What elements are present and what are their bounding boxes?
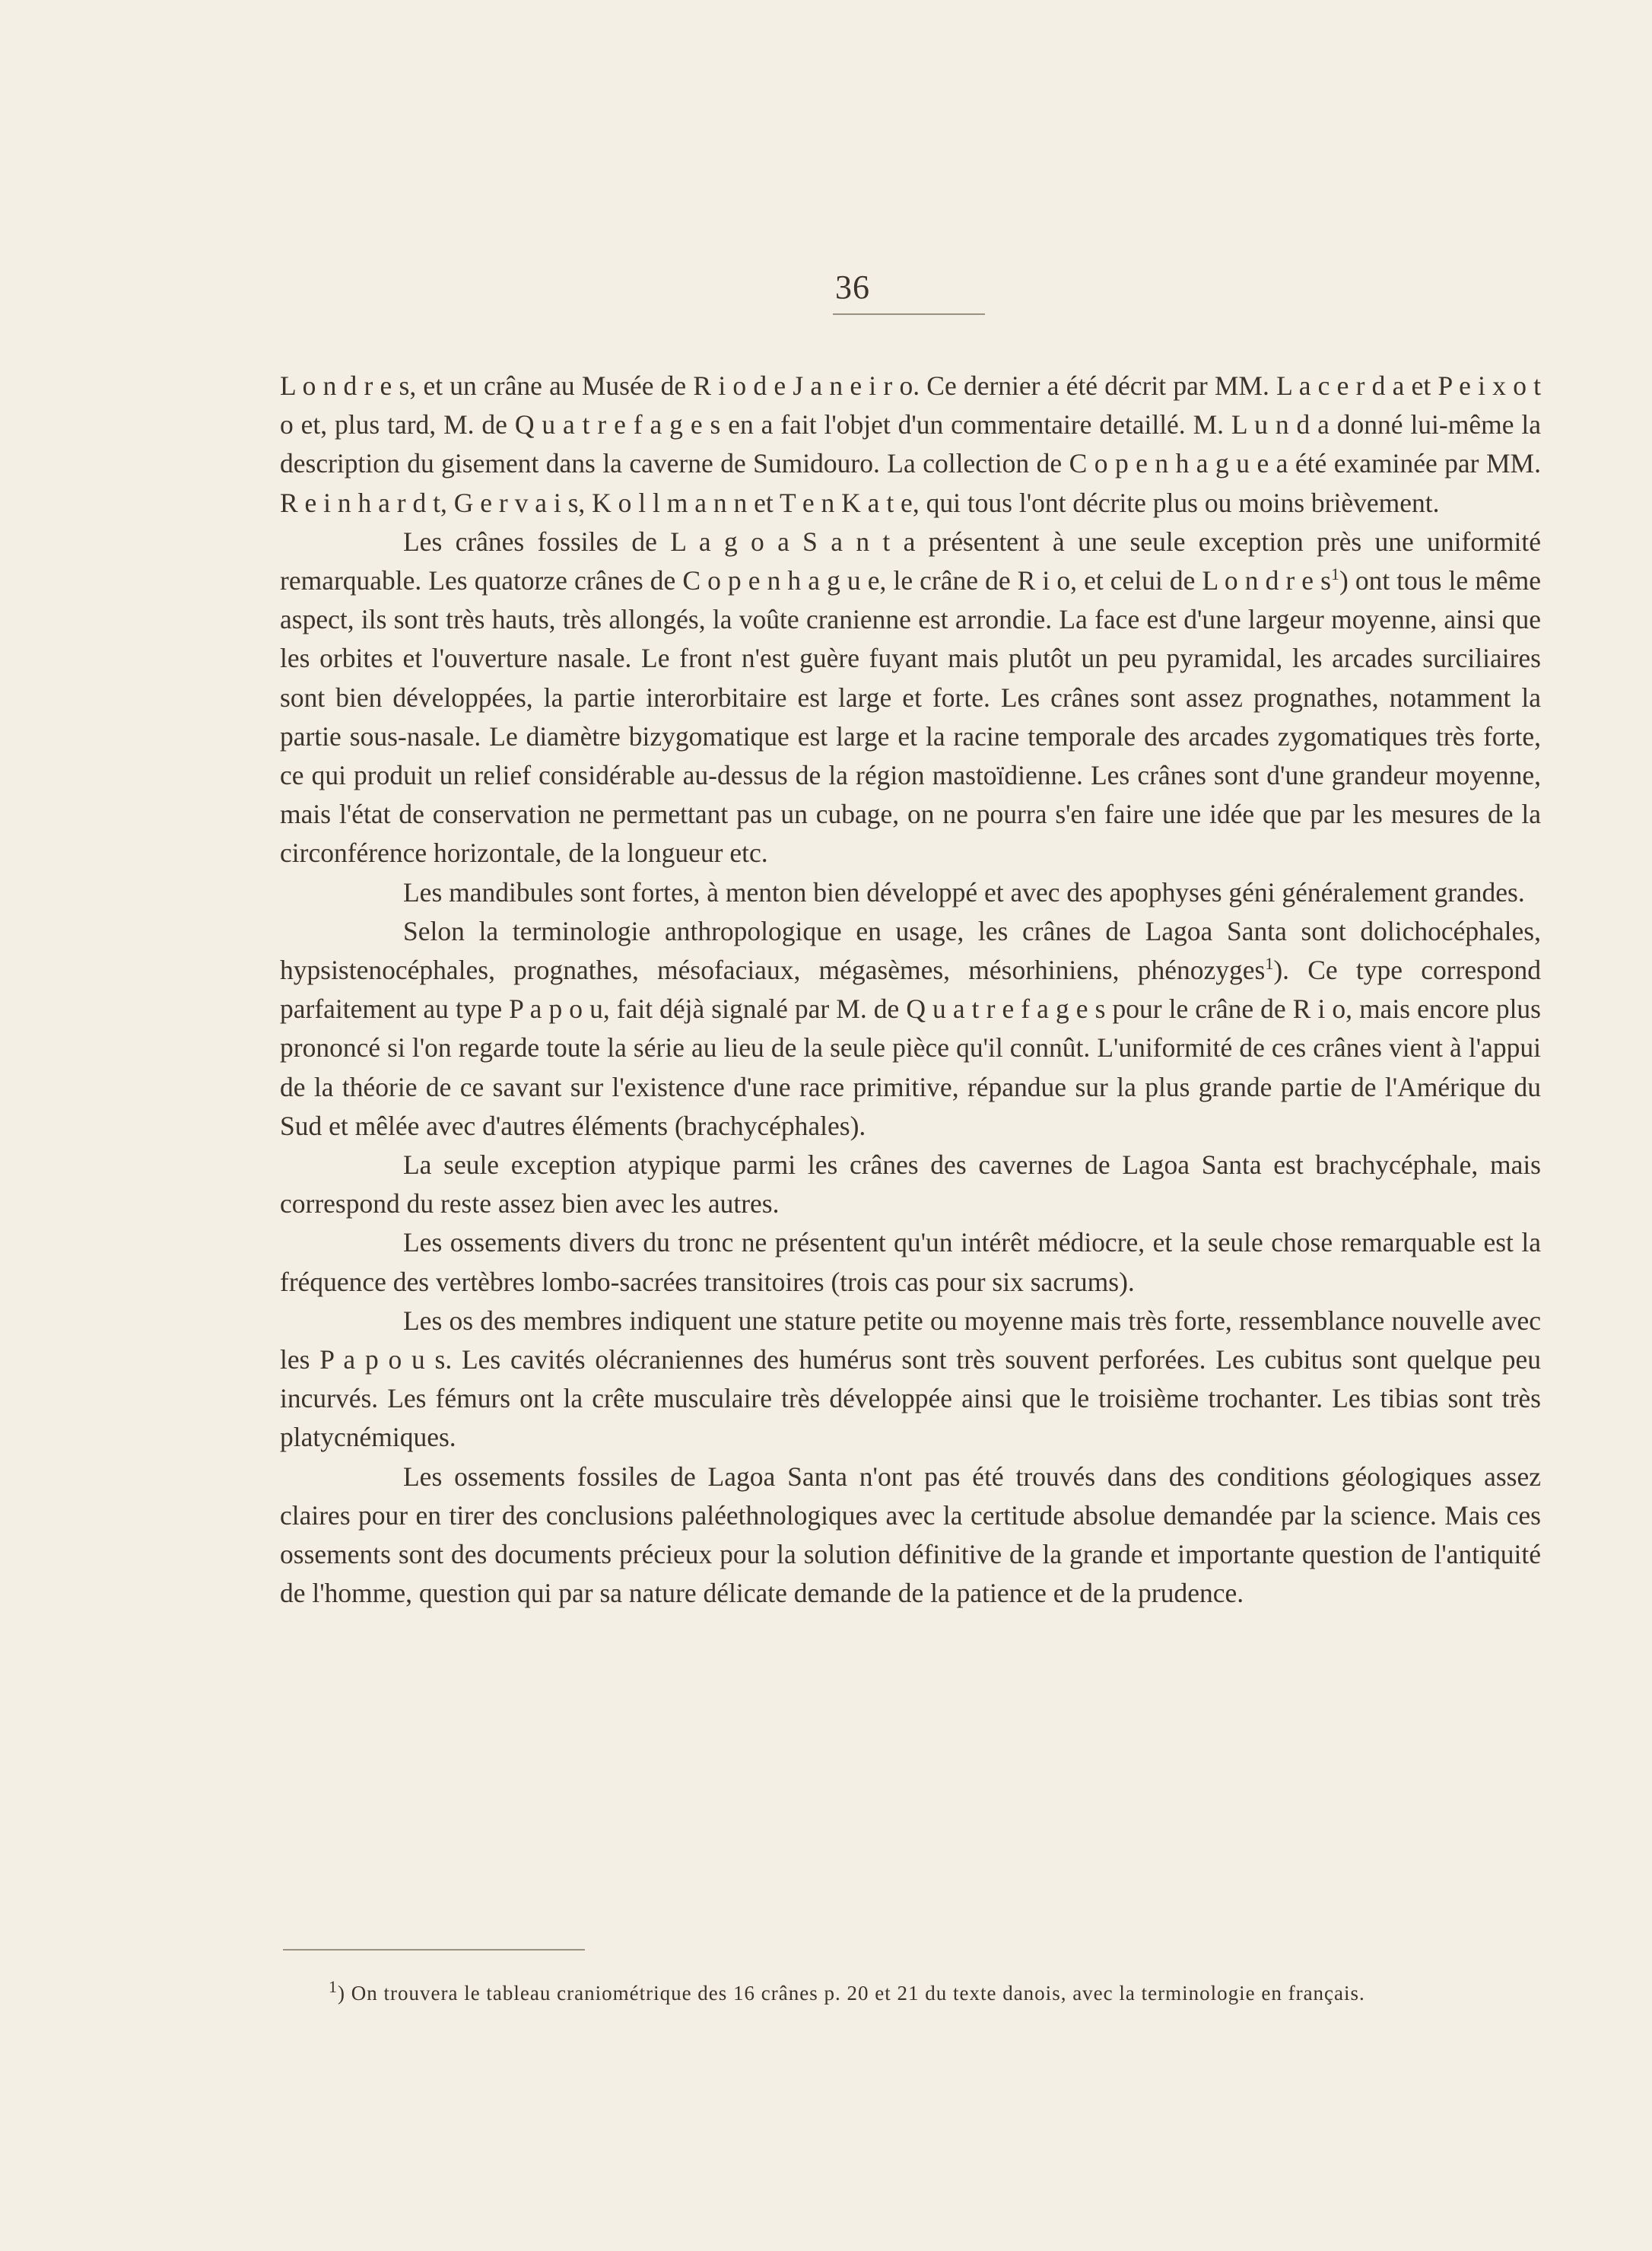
text-span: , le crâne de [879, 565, 1018, 596]
text-span: R e i n h a r d t [280, 487, 440, 518]
text-span: ) ont tous le même aspect, ils sont très hauts, très allongés, la voûte cranienne est arrondie. La face est d'une largeur moyenne, ainsi que les orbites et l'ouverture nasale. Le front n'est guère fuyant mais plutôt un peu pyramidal, les arcades surciliaires sont bien développées, la partie interorbitaire est large et forte. Les crânes sont assez prognathes, notamment la partie sous-nasale. Le diamètre bizygomatique est large et la racine temporale des arcades zygomatiques très forte, ce qui produit un relief considérable au-dessus de la région mastoïdienne. Les crânes sont d'une grandeur moyenne, mais l'état de conservation ne permettant pas un cubage, on ne pourra s'en faire une idée que par les mesures de la circonférence horizontale, de la longueur etc. [280, 565, 1541, 869]
text-span: , et un crâne au Musée de [409, 370, 694, 401]
text-span: Les os des membres indiquent une stature petite ou moyenne mais très forte, ressemblance nouvelle avec les [280, 1305, 1541, 1375]
text-span: R i o [1292, 994, 1346, 1025]
footnote-reference: 1 [1330, 564, 1339, 584]
header-rule [833, 313, 985, 315]
text-span: , [440, 487, 454, 518]
paragraph-2 [280, 523, 1541, 873]
text-span: L a c e r d a [1276, 370, 1405, 401]
text-span: a été examinée par MM. [1269, 448, 1541, 479]
text-span: R i o d e J a n e i r o [693, 370, 913, 401]
text-span: , qui tous l'ont décrite plus ou moins brièvement. [912, 487, 1440, 518]
text-span: Q u a t r e f a g e s [514, 409, 721, 440]
text-span: ). Ce type correspond parfaitement au type [280, 955, 1541, 1025]
text-span: Les crânes fossiles de [403, 526, 671, 557]
footnote-text: ) On trouvera le tableau craniométrique des 16 crânes p. 20 et 21 du texte danois, avec la terminologie en français. [338, 1982, 1365, 2005]
text-span: G e r v a i s [453, 487, 579, 518]
text-span: et [747, 487, 780, 518]
footnote [329, 1978, 1542, 2009]
text-span: . Ce dernier a été décrit par MM. [913, 370, 1277, 401]
text-span: et, plus tard, M. de [293, 409, 515, 440]
text-span: , et celui de [1070, 565, 1202, 596]
text-span: et [1404, 370, 1438, 401]
text-span: en a fait l'objet d'un commentaire detaillé. M. [720, 409, 1231, 440]
body-text [280, 367, 1541, 1614]
text-span: a donné lui-même la description du gisement dans la caverne de Sumidouro. La collection de [280, 409, 1541, 479]
text-span: C o p e n h a g u e [1069, 448, 1269, 479]
text-span: Selon la terminologie anthropologique en usage, les crânes de Lagoa Santa sont dolichocéphales, hypsistenocéphales, prognathes, mésofaciaux, mégasèmes, mésorhiniens, phénozyges [280, 915, 1541, 986]
text-span: P e i x o t o [280, 370, 1542, 440]
text-span: L a g o a S a n t a [670, 526, 916, 557]
text-span: R i o [1017, 565, 1071, 596]
paragraph-7 [280, 1302, 1541, 1458]
text-span: C o p e n h a g u e [682, 565, 880, 596]
paragraph-4 [280, 912, 1541, 1146]
paragraph-3: Les mandibules sont fortes, à menton bien développé et avec des apophyses géni généralement grandes. [403, 876, 1525, 908]
text-span: T e n K a t e [780, 487, 913, 518]
text-span: P a p o u s [319, 1344, 446, 1375]
text-span: L o n d r e s [1202, 565, 1331, 596]
paragraph-8: Les ossements fossiles de Lagoa Santa n'ont pas été trouvés dans des conditions géologiques assez claires pour en tirer des conclusions paléethnologiques avec la certitude absolue demandée par la science. Mais ces ossements sont des documents précieux pour la solution définitive de la grande et importante question de l'antiquité de l'homme, question qui par sa nature délicate demande de la patience et de la prudence. [280, 1461, 1541, 1609]
footnote-marker: 1 [329, 1977, 338, 1996]
paragraph-1 [280, 367, 1541, 523]
text-span: , [578, 487, 592, 518]
paragraph-5: La seule exception atypique parmi les crânes des cavernes de Lagoa Santa est brachycéphale, mais correspond du reste assez bien avec les autres. [280, 1149, 1541, 1219]
text-span: . Les cavités olécraniennes des humérus sont très souvent perforées. Les cubitus sont quelque peu incurvés. Les fémurs ont la crête musculaire très développée ainsi que le troisième trochanter. Les tibias sont très platycnémiques. [280, 1344, 1542, 1453]
text-span: Q u a t r e f a g e s [906, 994, 1106, 1025]
footnote-rule [283, 1949, 585, 1951]
footnote-reference: 1 [1265, 954, 1274, 974]
page-number: 36 [835, 269, 870, 306]
text-span: , mais encore plus prononcé si l'on regarde toute la série au lieu de la seule pièce qu'il connût. L'uniformité de ces crânes vient à l'appui de la théorie de ce savant sur l'existence d'une race primitive, répandue sur la plus grande partie de l'Amérique du Sud et mêlée avec d'autres éléments (brachycéphales). [280, 994, 1541, 1141]
text-span: pour le crâne de [1105, 994, 1293, 1025]
text-span: K o l l m a n n [592, 487, 748, 518]
text-span: , fait déjà signalé par M. de [602, 994, 907, 1025]
paragraph-6: Les ossements divers du tronc ne présentent qu'un intérêt médiocre, et la seule chose remarquable est la fréquence des vertèbres lombo-sacrées transitoires (trois cas pour six sacrums). [280, 1227, 1541, 1297]
text-span: L u n d [1231, 409, 1310, 440]
text-span: L o n d r e s [280, 370, 410, 401]
text-span: présentent à une seule exception près une uniformité remarquable. Les quatorze crânes de [280, 526, 1541, 596]
text-span: P a p o u [509, 994, 603, 1025]
